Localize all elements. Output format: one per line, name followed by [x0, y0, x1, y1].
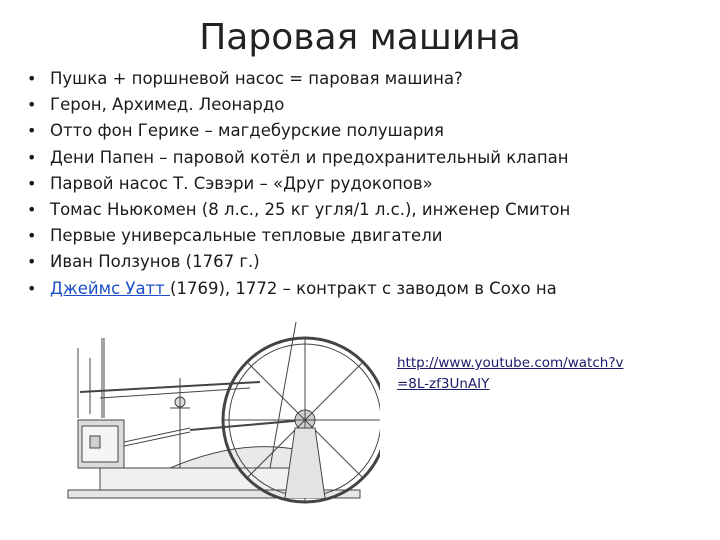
bullet-item — [26, 171, 706, 197]
bullet-text: Томас Ньюкомен (8 л.с., 25 кг угля/1 л.с.), инженер Смитон — [50, 200, 571, 220]
steam-engine-illustration — [60, 318, 380, 518]
bullet-text: Первые универсальные тепловые двигатели — [50, 226, 443, 246]
bullet-dot: • — [27, 226, 37, 246]
bullet-dot: • — [27, 121, 37, 141]
bullet-dot: • — [27, 278, 37, 298]
bullet-item — [26, 92, 706, 118]
bullet-dot: • — [27, 95, 37, 115]
watt-link[interactable]: Джеймс Уатт — [50, 278, 171, 298]
bullet-text: Пушка + поршневой насос = паровая машина? — [50, 69, 463, 88]
youtube-link[interactable] — [397, 355, 623, 392]
bullet-item — [26, 276, 706, 302]
bullet-item — [26, 118, 706, 144]
bullet-text: Отто фон Герике – магдебурские полушария — [50, 121, 444, 141]
bullet-list — [26, 66, 706, 302]
bullet-dot: • — [27, 173, 37, 193]
engine-bed — [100, 468, 310, 490]
bullet-item — [26, 223, 706, 249]
bullet-text: Герон, Архимед. Леонардо — [50, 95, 285, 115]
bullet-dot: • — [27, 200, 37, 220]
bullet-text: Дени Папен – паровой котёл и предохранительный клапан — [50, 147, 569, 167]
bullet-text: Парвой насос Т. Сэвэри – «Друг рудокопов» — [50, 173, 433, 193]
video-link-block — [397, 353, 697, 395]
bullet-text: Иван Ползунов (1767 г.) — [50, 252, 260, 272]
bullet-dot: • — [27, 147, 37, 167]
bullet-dot: • — [27, 252, 37, 272]
bullet-item — [26, 66, 706, 92]
youtube-link-line-1: http://www.youtube.com/watch?v — [397, 355, 624, 371]
bullet-text: (1769), 1772 – контракт с заводом в Сохо на — [170, 278, 557, 298]
connecting-rod — [190, 420, 305, 430]
bullet-item — [26, 145, 706, 171]
bullet-item — [26, 197, 706, 223]
bullet-dot: • — [27, 69, 37, 88]
engine-frame — [170, 447, 310, 468]
bullet-item — [26, 249, 706, 275]
slide-title: Паровая машина — [199, 17, 521, 58]
youtube-link-line-2: =8L-zf3UnAIY — [397, 376, 490, 392]
